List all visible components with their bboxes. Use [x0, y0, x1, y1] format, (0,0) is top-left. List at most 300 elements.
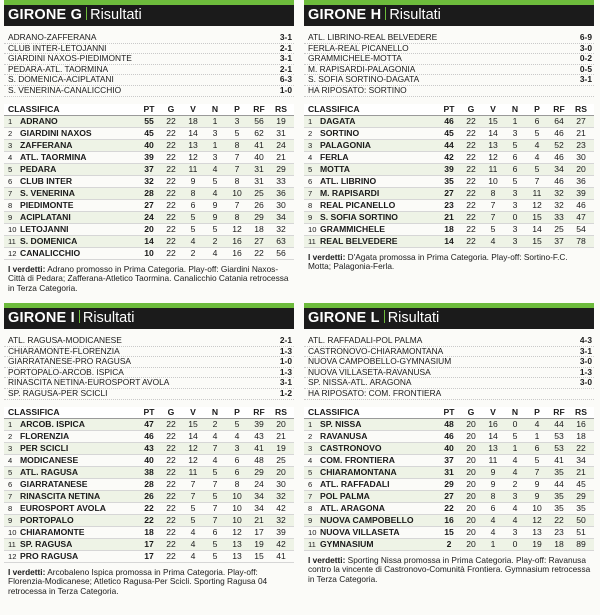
stat-rf: 18 [554, 538, 564, 549]
table-row [304, 212, 594, 224]
table-row [304, 152, 594, 164]
stat-pt: 37 [144, 163, 154, 174]
column-header: PT [143, 406, 155, 417]
stat-v: 13 [188, 139, 198, 150]
stat-n: 5 [512, 139, 518, 150]
match-score: 2-1 [279, 335, 292, 345]
table-row [304, 140, 594, 152]
match-label: ATL. RAGUSA-MODICANESE [8, 335, 122, 345]
results-list [4, 33, 294, 97]
column-header: N [211, 103, 219, 114]
team-name: CLUB INTER [20, 175, 73, 186]
section-header [304, 5, 594, 26]
column-header: RS [275, 103, 287, 114]
rank-number: 8 [308, 200, 313, 210]
team-cell [304, 140, 438, 151]
stat-v: 16 [488, 418, 498, 429]
stat-rs: 30 [276, 478, 286, 489]
team-name: GIARDINI NAXOS [20, 127, 92, 138]
stat-n: 0 [512, 538, 518, 549]
girone-h-section [304, 0, 594, 272]
rank-number: 7 [308, 491, 313, 501]
stat-pt: 22 [444, 502, 454, 513]
stat-g: 22 [466, 223, 476, 234]
stat-rs: 21 [276, 151, 286, 162]
stat-g: 22 [166, 247, 176, 258]
result-row [4, 33, 294, 44]
stat-rs: 30 [576, 151, 586, 162]
stat-p: 3 [234, 442, 240, 453]
stat-g: 22 [166, 550, 176, 561]
stat-v: 9 [190, 175, 196, 186]
stat-pt: 16 [444, 514, 454, 525]
team-name: MODICANESE [20, 454, 79, 465]
rank-number: 6 [308, 479, 313, 489]
stat-p: 12 [532, 199, 542, 210]
stat-n: 9 [212, 211, 218, 222]
stat-v: 5 [190, 223, 196, 234]
stat-v: 7 [490, 211, 496, 222]
rank-number: 7 [8, 188, 13, 198]
team-cell [4, 419, 138, 430]
match-label: GIARDINI NAXOS-PIEDIMONTE [8, 53, 132, 64]
column-header: G [467, 406, 475, 417]
table-row [4, 455, 294, 467]
stat-p: 13 [532, 526, 542, 537]
team-cell [304, 515, 438, 526]
stat-g: 22 [466, 235, 476, 246]
match-label: CASTRONOVO-CHIARAMONTANA [308, 345, 444, 356]
stat-rs: 20 [276, 418, 286, 429]
stat-rf: 53 [554, 442, 564, 453]
table-row [4, 164, 294, 176]
team-cell [304, 491, 438, 502]
stat-p: 10 [232, 502, 242, 513]
rank-number: 11 [8, 539, 16, 549]
stat-n: 3 [512, 199, 518, 210]
match-score: 4-3 [579, 335, 592, 345]
stat-g: 22 [466, 187, 476, 198]
stat-rf: 34 [554, 163, 564, 174]
rank-number: 10 [8, 527, 17, 537]
team-cell [304, 116, 438, 127]
column-header: RS [275, 406, 287, 417]
stat-v: 5 [190, 502, 196, 513]
team-cell [4, 527, 138, 538]
team-cell [304, 503, 438, 514]
column-header: RF [253, 406, 265, 417]
stat-rf: 25 [554, 223, 564, 234]
stat-g: 20 [466, 526, 476, 537]
rank-number: 6 [8, 479, 13, 489]
team-name: GIARRATANESE [20, 478, 88, 489]
stat-v: 8 [490, 490, 496, 501]
stat-rs: 21 [576, 466, 586, 477]
stat-rf: 23 [554, 526, 564, 537]
standings-header [304, 104, 594, 116]
column-header: PT [443, 103, 455, 114]
standings-table [304, 104, 594, 248]
stat-n: 3 [512, 490, 518, 501]
match-score: 3-1 [579, 74, 592, 85]
stat-rf: 48 [254, 454, 264, 465]
result-row [304, 33, 594, 44]
standings-table [4, 407, 294, 563]
match-score: 2-1 [279, 63, 292, 74]
column-header: CLASSIFICA [8, 103, 60, 114]
stat-p: 5 [534, 127, 540, 138]
stat-n: 4 [512, 466, 518, 477]
rank-number: 6 [8, 176, 13, 186]
stat-p: 1 [534, 430, 540, 441]
stat-pt: 39 [444, 163, 454, 174]
stat-rf: 25 [254, 187, 264, 198]
stat-pt: 22 [144, 502, 154, 513]
match-label: RINASCITA NETINA-EUROSPORT AVOLA [8, 377, 170, 388]
stat-pt: 27 [144, 199, 154, 210]
stat-pt: 46 [144, 430, 154, 441]
stat-pt: 29 [444, 478, 454, 489]
stat-pt: 39 [144, 151, 154, 162]
match-label: GRAMMICHELE-MOTTA [308, 53, 402, 64]
stat-v: 8 [490, 187, 496, 198]
verdicts-text: Sporting Nissa promossa in Prima Categoria. Play-off: Ravanusa contro la vincente di Castronovo-Comunità Frontiera. Gymnasium retrocessa in Terza Categoria. [308, 554, 591, 585]
stat-n: 5 [212, 538, 218, 549]
team-name: SORTINO [320, 127, 360, 138]
stat-pt: 37 [444, 454, 454, 465]
stat-n: 4 [212, 247, 218, 258]
stat-n: 1 [512, 115, 518, 126]
stat-v: 14 [488, 127, 498, 138]
table-row [4, 224, 294, 236]
stat-pt: 18 [144, 526, 154, 537]
stat-v: 4 [190, 538, 196, 549]
stat-g: 22 [166, 211, 176, 222]
section-header [4, 308, 294, 329]
match-score: 1-3 [279, 366, 292, 377]
stat-p: 11 [532, 187, 542, 198]
stat-rs: 23 [576, 139, 586, 150]
stat-g: 22 [166, 538, 176, 549]
verdicts-note [4, 265, 294, 294]
match-label: S. VENERINA-CANALICCHIO [8, 84, 122, 95]
team-name: PEDARA [20, 163, 57, 174]
team-cell [4, 503, 138, 514]
stat-rf: 29 [254, 466, 264, 477]
match-label: NUOVA CAMPOBELLO-GYMNASIUM [308, 356, 452, 367]
stat-v: 7 [490, 199, 496, 210]
stat-rs: 32 [276, 514, 286, 525]
stat-g: 22 [166, 127, 176, 138]
stat-rf: 41 [254, 442, 264, 453]
stat-v: 8 [190, 187, 196, 198]
stat-pt: 47 [144, 418, 154, 429]
stat-p: 6 [234, 466, 240, 477]
stat-v: 12 [488, 151, 498, 162]
verdicts-label: I verdetti: [308, 554, 346, 565]
stat-pt: 26 [144, 490, 154, 501]
stat-p: 4 [234, 430, 240, 441]
table-row [304, 491, 594, 503]
stat-rs: 33 [276, 175, 286, 186]
match-label: SP. RAGUSA-PER SCICLI [8, 387, 108, 398]
team-name: RINASCITA NETINA [20, 490, 101, 501]
table-row [4, 479, 294, 491]
stat-n: 2 [212, 418, 218, 429]
stat-p: 9 [534, 478, 540, 489]
stat-rs: 20 [576, 163, 586, 174]
stat-rs: 21 [576, 127, 586, 138]
team-cell [4, 176, 138, 187]
stat-g: 22 [166, 454, 176, 465]
stat-rf: 31 [254, 175, 264, 186]
stat-rs: 31 [276, 127, 286, 138]
stat-rf: 33 [554, 211, 564, 222]
stat-rs: 16 [576, 418, 586, 429]
match-score: 3-0 [579, 42, 592, 53]
stat-pt: 45 [144, 127, 154, 138]
match-score: 1-3 [279, 345, 292, 356]
group-subtitle: Risultati [82, 310, 135, 326]
stat-n: 3 [512, 235, 518, 246]
stat-pt: 23 [444, 199, 454, 210]
stat-rf: 44 [554, 478, 564, 489]
stat-g: 22 [466, 211, 476, 222]
rank-number: 8 [308, 503, 313, 513]
stat-rf: 35 [554, 490, 564, 501]
verdicts-label: I verdetti: [308, 251, 346, 262]
header-divider [79, 310, 80, 323]
stat-rf: 18 [254, 223, 264, 234]
rank-number: 4 [308, 455, 313, 465]
stat-p: 5 [234, 418, 240, 429]
stat-n: 3 [512, 223, 518, 234]
table-row [304, 176, 594, 188]
stat-n: 4 [212, 430, 218, 441]
stat-pt: 21 [444, 211, 454, 222]
stat-pt: 40 [144, 454, 154, 465]
stat-p: 10 [232, 490, 242, 501]
table-row [304, 116, 594, 128]
stat-rf: 44 [554, 418, 564, 429]
table-row [4, 212, 294, 224]
match-score: 3-0 [579, 377, 592, 388]
stat-p: 19 [532, 538, 542, 549]
stat-pt: 42 [444, 151, 454, 162]
rank-number: 2 [8, 431, 13, 441]
table-row [4, 443, 294, 455]
team-cell [304, 467, 438, 478]
stat-n: 5 [212, 550, 218, 561]
table-row [4, 467, 294, 479]
stat-g: 22 [466, 127, 476, 138]
girone-l-section [304, 303, 594, 585]
stat-v: 9 [490, 466, 496, 477]
stat-p: 6 [234, 454, 240, 465]
result-row [304, 86, 594, 97]
stat-v: 5 [190, 211, 196, 222]
stat-rs: 51 [576, 526, 586, 537]
stat-g: 20 [466, 514, 476, 525]
team-name: CHIARAMONTANA [320, 466, 397, 477]
column-header: RF [553, 406, 565, 417]
column-header: CLASSIFICA [308, 406, 360, 417]
team-name: ATL. LIBRINO [320, 175, 377, 186]
stat-rf: 31 [254, 163, 264, 174]
match-label: GIARRATANESE-PRO RAGUSA [8, 356, 132, 367]
team-cell [4, 200, 138, 211]
stat-v: 12 [188, 454, 198, 465]
stat-rf: 56 [254, 115, 264, 126]
stat-rs: 27 [576, 115, 586, 126]
stat-pt: 2 [446, 538, 452, 549]
team-cell [4, 431, 138, 442]
stat-g: 22 [166, 223, 176, 234]
stat-g: 22 [166, 478, 176, 489]
stat-rs: 22 [576, 442, 586, 453]
stat-v: 7 [190, 490, 196, 501]
table-row [4, 176, 294, 188]
table-row [304, 539, 594, 551]
table-row [4, 551, 294, 563]
match-score: 3-1 [279, 53, 292, 64]
team-name: S. DOMENICA [20, 235, 78, 246]
stat-rf: 29 [254, 211, 264, 222]
stat-n: 6 [212, 526, 218, 537]
stat-pt: 40 [144, 139, 154, 150]
verdicts-text: Adrano promosso in Prima Categoria. Play-off: Giardini Naxos-Città di Pedara; Zafferana-Atletico Taormina. Canalicchio Catania retrocessa in Terza Categoria. [8, 263, 289, 294]
stat-g: 22 [466, 199, 476, 210]
match-label: NUOVA VILLASETA-RAVANUSA [308, 366, 431, 377]
stat-rs: 45 [576, 478, 586, 489]
table-row [304, 164, 594, 176]
stat-g: 22 [166, 175, 176, 186]
stat-v: 11 [488, 454, 498, 465]
team-name: CANALICCHIO [20, 247, 81, 258]
stat-n: 1 [212, 115, 218, 126]
stat-v: 4 [190, 550, 196, 561]
rank-number: 5 [308, 467, 313, 477]
match-label: HA RIPOSATO: SORTINO [308, 84, 407, 95]
stat-rf: 24 [254, 478, 264, 489]
stat-v: 11 [188, 163, 198, 174]
stat-pt: 22 [144, 514, 154, 525]
stat-rf: 34 [254, 490, 264, 501]
table-row [4, 236, 294, 248]
stat-rf: 40 [254, 151, 264, 162]
stat-rs: 35 [576, 502, 586, 513]
stat-n: 5 [512, 430, 518, 441]
stat-n: 4 [212, 187, 218, 198]
stat-pt: 46 [444, 430, 454, 441]
stat-n: 3 [512, 526, 518, 537]
stat-n: 5 [212, 490, 218, 501]
match-label: ATL. RAFFADALI-POL PALMA [308, 335, 423, 345]
stat-rf: 34 [254, 502, 264, 513]
stat-p: 8 [234, 139, 240, 150]
stat-v: 4 [490, 514, 496, 525]
standings-header [4, 407, 294, 419]
column-header: V [490, 406, 496, 417]
table-row [4, 431, 294, 443]
stat-rf: 62 [254, 127, 264, 138]
team-cell [4, 128, 138, 139]
rank-number: 3 [308, 443, 313, 453]
stat-rf: 53 [554, 430, 564, 441]
stat-pt: 28 [144, 187, 154, 198]
team-cell [4, 551, 138, 562]
stat-g: 22 [466, 151, 476, 162]
group-subtitle: Risultati [389, 7, 441, 23]
table-row [304, 128, 594, 140]
stat-rs: 56 [276, 247, 286, 258]
header-divider [385, 7, 386, 20]
match-score: 3-1 [579, 345, 592, 356]
match-score: 0-2 [579, 53, 592, 64]
header-divider [384, 310, 385, 323]
team-cell [304, 128, 438, 139]
rank-number: 4 [8, 455, 13, 465]
rank-number: 5 [8, 164, 13, 174]
verdicts-note [304, 556, 594, 585]
stat-p: 10 [232, 514, 242, 525]
group-title: GIRONE I [8, 310, 75, 326]
stat-v: 2 [190, 247, 196, 258]
table-row [304, 479, 594, 491]
stat-p: 7 [234, 151, 240, 162]
team-cell [4, 224, 138, 235]
column-header: P [534, 406, 540, 417]
team-cell [4, 248, 138, 259]
stat-g: 22 [466, 115, 476, 126]
stat-p: 16 [232, 235, 242, 246]
match-score: 1-3 [579, 366, 592, 377]
stat-rf: 15 [254, 550, 264, 561]
team-cell [4, 236, 138, 247]
result-row [304, 336, 594, 347]
team-cell [304, 419, 438, 430]
rank-number: 7 [8, 491, 13, 501]
stat-pt: 40 [444, 442, 454, 453]
stat-pt: 10 [144, 247, 154, 258]
match-label: CHIARAMONTE-FLORENZIA [8, 345, 120, 356]
match-score: 6-9 [579, 32, 592, 42]
section-header [4, 5, 294, 26]
table-row [4, 152, 294, 164]
result-row [4, 86, 294, 97]
team-name: PRO RAGUSA [20, 550, 79, 561]
stat-rs: 42 [276, 538, 286, 549]
match-label: ATL. LIBRINO-REAL BELVEDERE [308, 32, 438, 42]
stat-g: 20 [466, 430, 476, 441]
team-cell [4, 164, 138, 175]
stat-pt: 17 [144, 550, 154, 561]
stat-n: 4 [512, 454, 518, 465]
table-row [304, 503, 594, 515]
group-subtitle: Risultati [387, 310, 440, 326]
team-cell [304, 455, 438, 466]
rank-number: 9 [8, 515, 13, 525]
column-header: PT [143, 103, 155, 114]
column-header: N [511, 103, 519, 114]
stat-p: 13 [232, 550, 242, 561]
match-label: ADRANO-ZAFFERANA [8, 32, 97, 42]
rank-number: 1 [8, 419, 13, 429]
stat-pt: 14 [444, 235, 454, 246]
stat-n: 3 [512, 127, 518, 138]
rank-number: 5 [8, 467, 13, 477]
stat-pt: 43 [144, 442, 154, 453]
